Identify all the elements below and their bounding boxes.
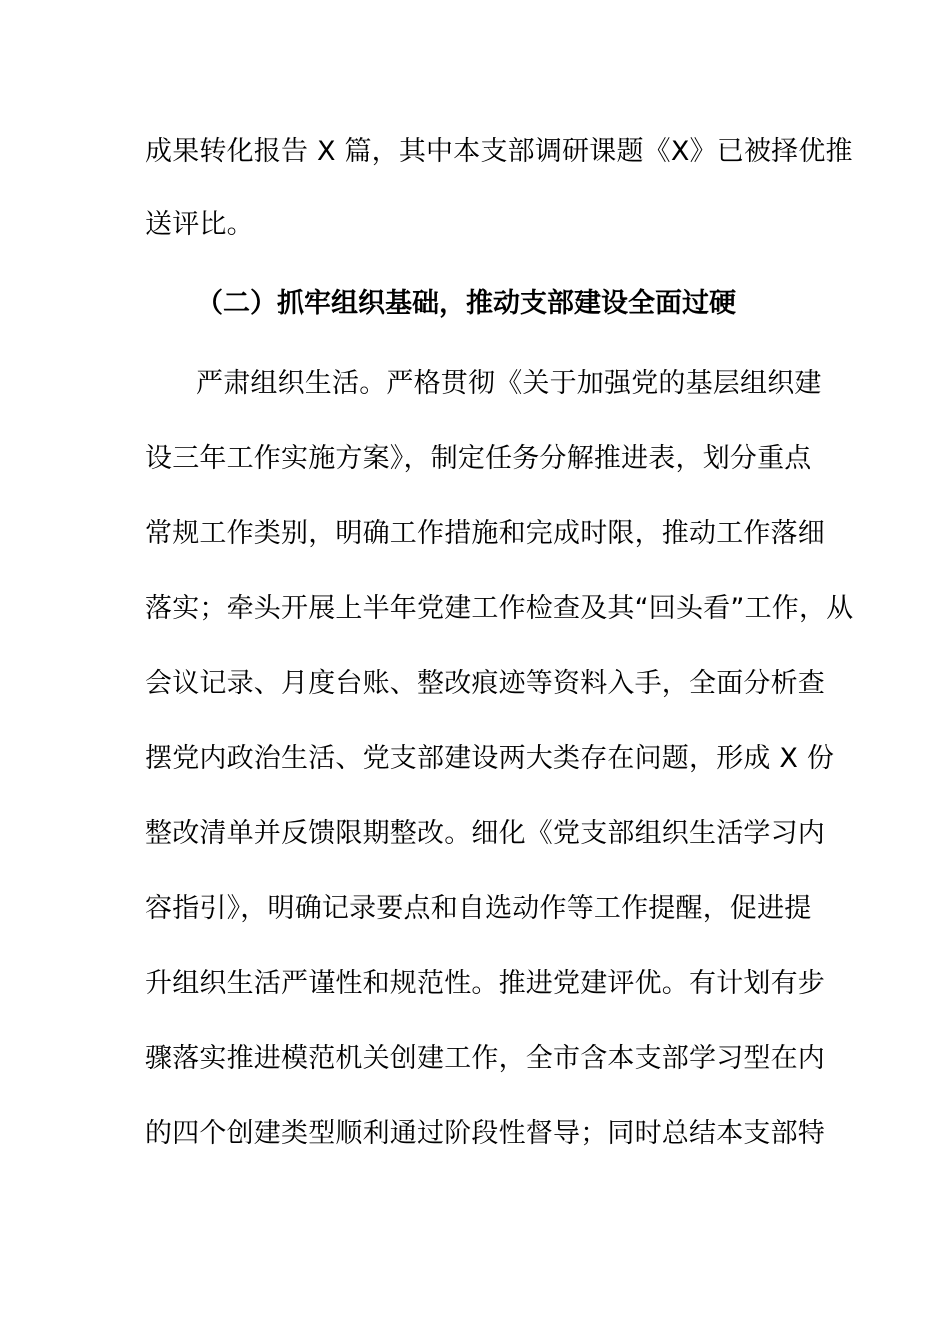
paragraph-line: 骤落实推进模范机关创建工作，全市含本支部学习型在内 <box>145 1043 825 1074</box>
paragraph-line: 严肃组织生活。严格贯彻《关于加强党的基层组织建 <box>196 368 822 399</box>
paragraph-line: 升组织生活严谨性和规范性。推进党建评优。有计划有步 <box>145 968 825 999</box>
paragraph-line: 常规工作类别，明确工作措施和完成时限，推动工作落细 <box>145 518 825 549</box>
paragraph-line: 容指引》，明确记录要点和自选动作等工作提醒，促进提 <box>145 893 812 924</box>
paragraph-line: 成果转化报告 X 篇，其中本支部调研课题《X》已被择优推 <box>145 136 853 167</box>
paragraph-line: 设三年工作实施方案》，制定任务分解推进表，划分重点 <box>145 443 812 474</box>
paragraph-line: 的四个创建类型顺利通过阶段性督导；同时总结本支部特 <box>145 1118 825 1149</box>
paragraph-line: 送评比。 <box>145 209 254 240</box>
paragraph-line: 落实；牵头开展上半年党建工作检查及其“回头看”工作，从 <box>145 593 854 624</box>
paragraph-line: 摆党内政治生活、党支部建设两大类存在问题，形成 X 份 <box>145 743 835 774</box>
section-heading: （二）抓牢组织基础，推动支部建设全面过硬 <box>196 288 736 319</box>
paragraph-line: 整改清单并反馈限期整改。细化《党支部组织生活学习内 <box>145 818 825 849</box>
paragraph-line: 会议记录、月度台账、整改痕迹等资料入手，全面分析查 <box>145 668 825 699</box>
